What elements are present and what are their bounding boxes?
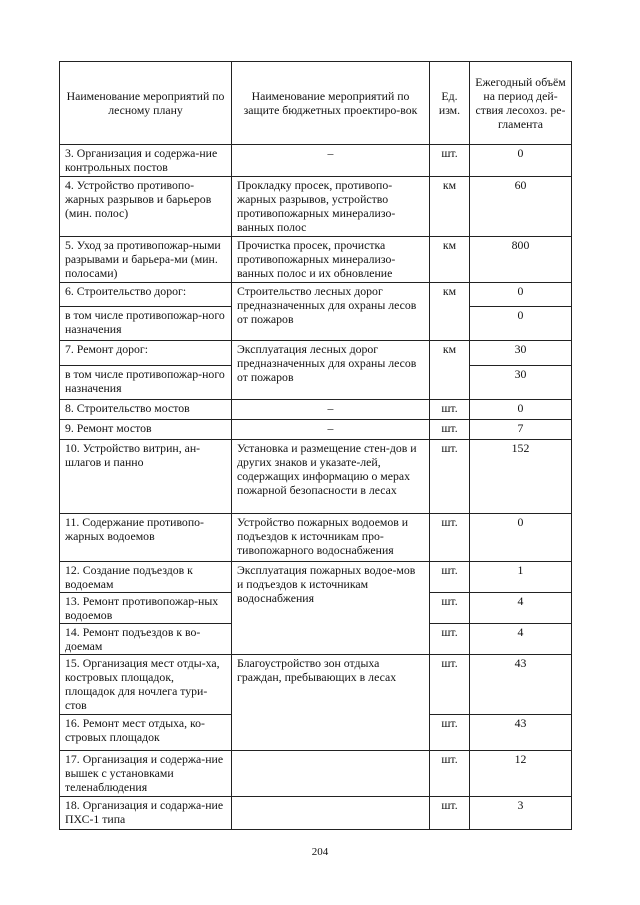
unit-cell: шт. [430,420,470,440]
plan-cell: 18. Организация и содаржа-ние ПХС-1 типа [60,797,232,830]
plan-cell: 9. Ремонт мостов [60,420,232,440]
volume-cell: 3 [470,797,572,830]
budget-cell: Прочистка просек, прочистка противопожарных минерализо-ванных полос и их обновление [232,237,430,283]
plan-cell: 10. Устройство витрин, ан-шлагов и панно [60,440,232,514]
budget-cell: – [232,400,430,420]
plan-cell: 6. Строительство дорог: [60,283,232,307]
volume-cell: 0 [470,283,572,307]
table-row [60,237,572,283]
plan-cell: 17. Организация и содержа-ние вышек с установками теленаблюдения [60,751,232,797]
budget-cell [232,751,430,797]
unit-cell: шт. [430,400,470,420]
unit-cell: шт. [430,624,470,655]
unit-cell: шт. [430,562,470,593]
unit-cell: км [430,237,470,283]
budget-cell [232,797,430,830]
unit-cell: шт. [430,655,470,715]
table-row [60,341,572,366]
budget-cell: Эксплуатация лесных дорог предназначенных для охраны лесов от пожаров [232,341,430,400]
unit-cell: шт. [430,440,470,514]
volume-cell: 43 [470,715,572,751]
header-plan-measures: Наименование мероприятий по лесному плану [60,62,232,145]
unit-cell: шт. [430,715,470,751]
unit-cell: км [430,341,470,400]
plan-cell: в том числе противопожар-ного назначения [60,307,232,341]
unit-cell: шт. [430,145,470,177]
unit-cell: км [430,283,470,341]
plan-cell: 8. Строительство мостов [60,400,232,420]
budget-cell: Установка и размещение стен-дов и других знаков и указате-лей, содержащих информацию о мерах пожарной безопасности в лесах [232,440,430,514]
volume-cell: 0 [470,400,572,420]
unit-cell: шт. [430,593,470,624]
budget-cell: – [232,420,430,440]
plan-cell: 3. Организация и содержа-ние контрольных постов [60,145,232,177]
table-row [60,400,572,420]
table-row [60,655,572,715]
fire-measures-table [59,61,572,830]
unit-cell: шт. [430,797,470,830]
unit-cell: шт. [430,751,470,797]
volume-cell: 12 [470,751,572,797]
volume-cell: 30 [470,366,572,400]
page-number: 204 [311,846,329,858]
plan-cell: 15. Организация мест отды-ха, костровых площадок, площадок для ночлега тури-стов [60,655,232,715]
table-row [60,420,572,440]
volume-cell: 4 [470,624,572,655]
table-row [60,440,572,514]
volume-cell: 30 [470,341,572,366]
budget-cell: Эксплуатация пожарных водое-мов и подъездов к источникам водоснабжения [232,562,430,655]
header-budget-measures: Наименование мероприятий по защите бюджетных проектиро-вок [232,62,430,145]
budget-cell: Прокладку просек, противопо-жарных разрывов, устройство противопожарных минерализо-ванных полос [232,177,430,237]
table-row [60,145,572,177]
table-row [60,562,572,593]
volume-cell: 4 [470,593,572,624]
budget-cell: Благоустройство зон отдыха граждан, пребывающих в лесах [232,655,430,751]
table-row [60,751,572,797]
plan-cell: 5. Уход за противопожар-ными разрывами и барьера-ми (мин. полосами) [60,237,232,283]
table-row [60,514,572,562]
plan-cell: 12. Создание подъездов к водоемам [60,562,232,593]
budget-cell: Строительство лесных дорог предназначенных для охраны лесов от пожаров [232,283,430,341]
plan-cell: 4. Устройство противопо-жарных разрывов и барьеров (мин. полос) [60,177,232,237]
volume-cell: 800 [470,237,572,283]
header-unit: Ед. изм. [430,62,470,145]
unit-cell: км [430,177,470,237]
budget-cell: – [232,145,430,177]
plan-cell: в том числе противопожар-ного назначения [60,366,232,400]
volume-cell: 60 [470,177,572,237]
plan-cell: 16. Ремонт мест отдыха, ко-стровых площадок [60,715,232,751]
volume-cell: 0 [470,307,572,341]
plan-cell: 13. Ремонт противопожар-ных водоемов [60,593,232,624]
volume-cell: 1 [470,562,572,593]
table-row [60,177,572,237]
volume-cell: 0 [470,514,572,562]
volume-cell: 43 [470,655,572,715]
table-row [60,797,572,830]
budget-cell: Устройство пожарных водоемов и подъездов к источникам про-тивопожарного водоснабжения [232,514,430,562]
plan-cell: 14. Ремонт подъездов к во-доемам [60,624,232,655]
volume-cell: 0 [470,145,572,177]
table-row [60,283,572,307]
volume-cell: 7 [470,420,572,440]
volume-cell: 152 [470,440,572,514]
header-row [60,62,572,145]
unit-cell: шт. [430,514,470,562]
plan-cell: 11. Содержание противопо-жарных водоемов [60,514,232,562]
plan-cell: 7. Ремонт дорог: [60,341,232,366]
header-annual-volume: Ежегодный объём на период дей-ствия лесохоз. ре-гламента [470,62,572,145]
